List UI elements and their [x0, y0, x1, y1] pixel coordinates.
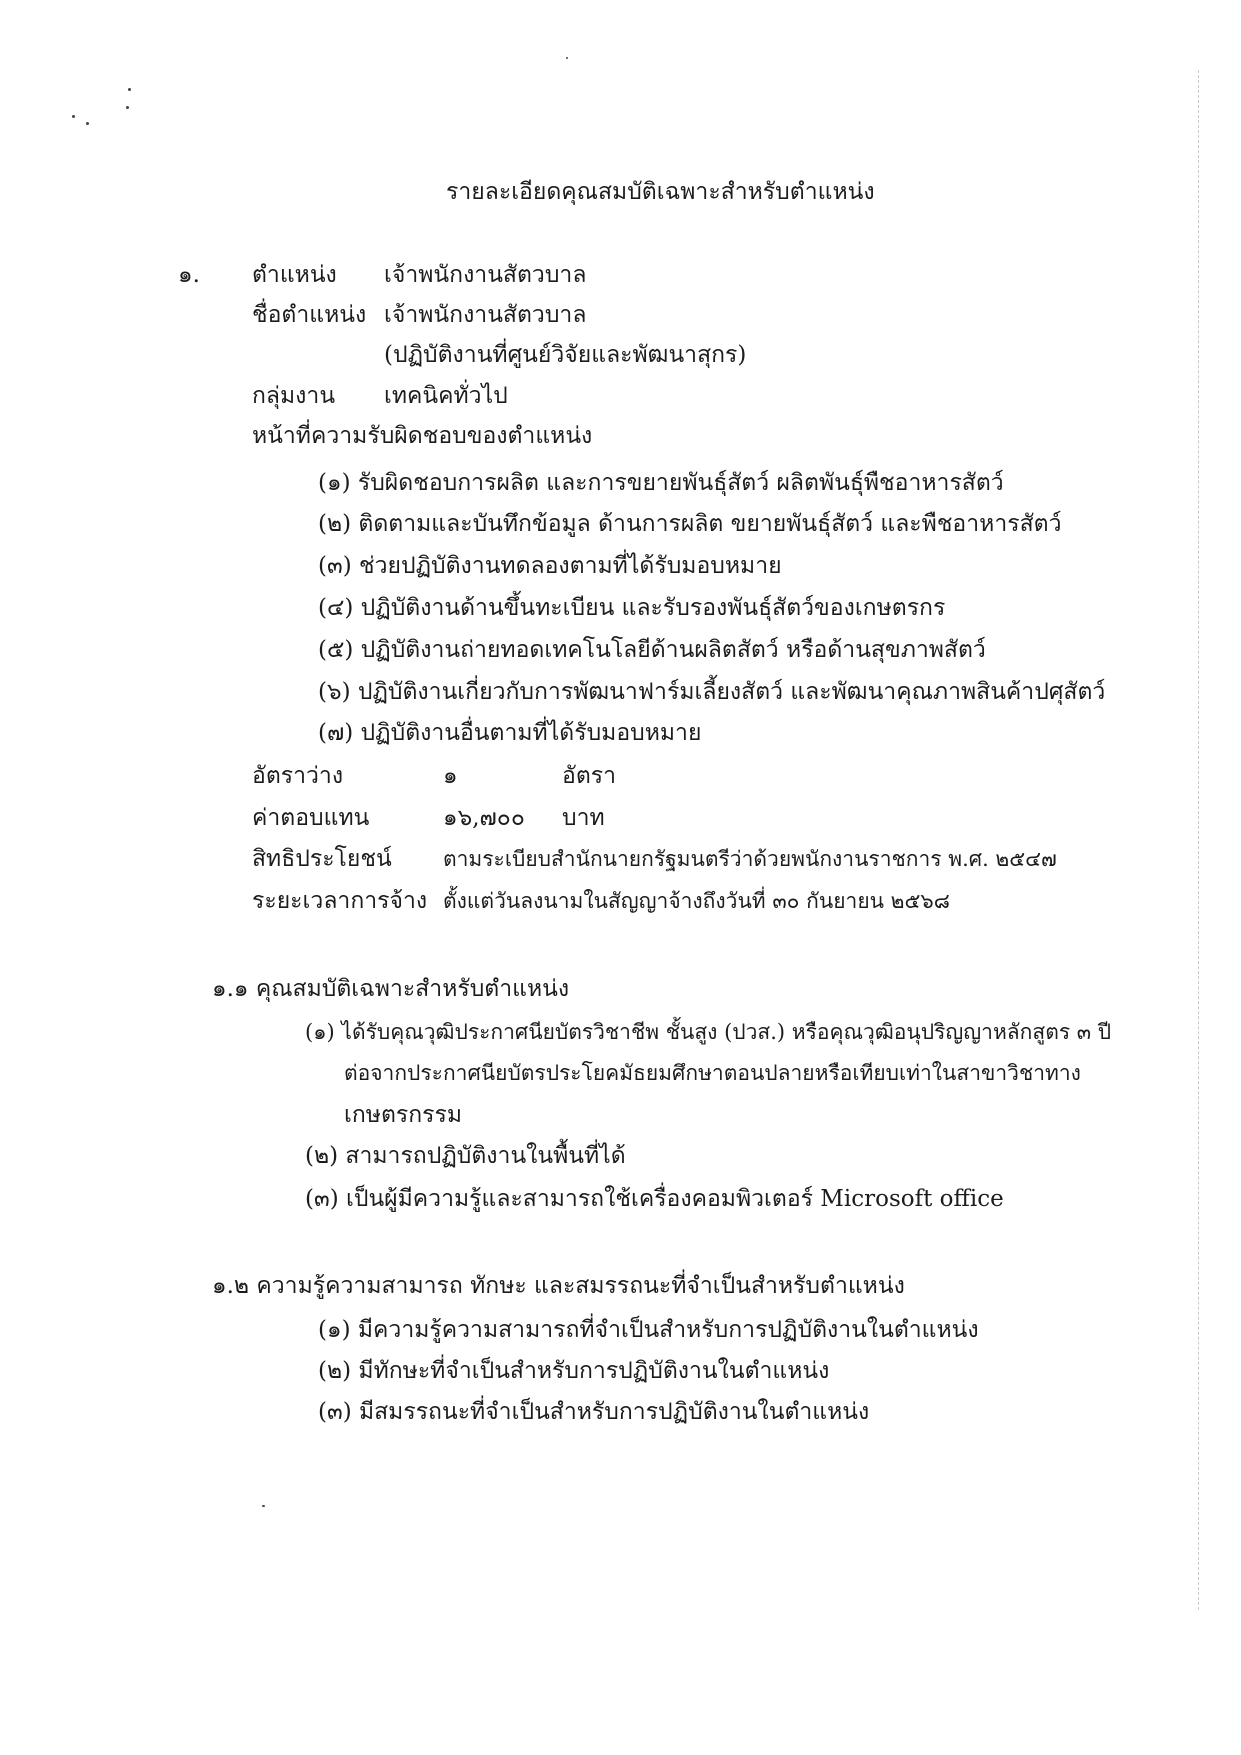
- qualification-item: (๒) สามารถปฏิบัติงานในพื้นที่ได้: [305, 1143, 626, 1169]
- duty-item: (๕) ปฏิบัติงานถ่ายทอดเทคโนโลยีด้านผลิตสัตว์ หรือด้านสุขภาพสัตว์: [318, 637, 986, 663]
- vacancy-value: ๑: [443, 763, 458, 789]
- qualification-item: (๓) เป็นผู้มีความรู้และสามารถใช้เครื่องคอมพิวเตอร์ Microsoft office: [305, 1186, 1004, 1212]
- employment-period-label: ระยะเวลาการจ้าง: [252, 888, 428, 914]
- work-group-value: เทคนิคทั่วไป: [384, 383, 508, 409]
- competency-heading: ๑.๒ ความรู้ความสามารถ ทักษะ และสมรรถนะที่จำเป็นสำหรับตำแหน่ง: [212, 1273, 905, 1299]
- qualifications-heading: ๑.๑ คุณสมบัติเฉพาะสำหรับตำแหน่ง: [212, 976, 570, 1002]
- position-name-note: (ปฏิบัติงานที่ศูนย์วิจัยและพัฒนาสุกร): [384, 342, 747, 368]
- position-label: ตำแหน่ง: [252, 262, 337, 288]
- duties-heading: หน้าที่ความรับผิดชอบของตำแหน่ง: [252, 423, 593, 449]
- position-name-label: ชื่อตำแหน่ง: [252, 302, 367, 328]
- position-value: เจ้าพนักงานสัตวบาล: [384, 262, 587, 288]
- duty-item: (๗) ปฏิบัติงานอื่นตามที่ได้รับมอบหมาย: [318, 720, 702, 746]
- duty-item: (๖) ปฏิบัติงานเกี่ยวกับการพัฒนาฟาร์มเลี้ยงสัตว์ และพัฒนาคุณภาพสินค้าปศุสัตว์: [318, 679, 1106, 705]
- employment-period-value: ตั้งแต่วันลงนามในสัญญาจ้างถึงวันที่ ๓๐ กันยายน ๒๕๖๘: [443, 889, 950, 913]
- document-title: รายละเอียดคุณสมบัติเฉพาะสำหรับตำแหน่ง: [446, 179, 875, 205]
- scan-speck: [72, 115, 75, 118]
- scan-speck: [86, 122, 89, 125]
- competency-item: (๑) มีความรู้ความสามารถที่จำเป็นสำหรับการปฏิบัติงานในตำแหน่ง: [318, 1317, 979, 1343]
- salary-value: ๑๖,๗๐๐: [443, 805, 525, 831]
- salary-unit: บาท: [562, 805, 605, 831]
- vacancy-label: อัตราว่าง: [252, 763, 344, 789]
- vacancy-unit: อัตรา: [562, 763, 617, 789]
- duty-item: (๔) ปฏิบัติงานด้านขึ้นทะเบียน และรับรองพันธุ์สัตว์ของเกษตรกร: [318, 595, 946, 621]
- scan-edge-line: [1198, 70, 1199, 1610]
- duty-item: (๑) รับผิดชอบการผลิต และการขยายพันธุ์สัตว์ ผลิตพันธุ์พืชอาหารสัตว์: [318, 470, 1004, 496]
- duty-item: (๒) ติดตามและบันทึกข้อมูล ด้านการผลิต ขยายพันธุ์สัตว์ และพืชอาหารสัตว์: [318, 511, 1062, 537]
- competency-item: (๒) มีทักษะที่จำเป็นสำหรับการปฏิบัติงานในตำแหน่ง: [318, 1358, 830, 1384]
- qualification-item: ต่อจากประกาศนียบัตรประโยคมัธยมศึกษาตอนปลายหรือเทียบเท่าในสาขาวิชาทาง: [344, 1061, 1081, 1085]
- section-number: ๑.: [178, 262, 200, 288]
- benefits-value: ตามระเบียบสำนักนายกรัฐมนตรีว่าด้วยพนักงานราชการ พ.ศ. ๒๕๔๗: [443, 847, 1057, 871]
- duty-item: (๓) ช่วยปฏิบัติงานทดลองตามที่ได้รับมอบหมาย: [318, 553, 782, 579]
- scan-speck: [126, 106, 129, 109]
- salary-label: ค่าตอบแทน: [252, 805, 370, 831]
- qualification-item: เกษตรกรรม: [344, 1102, 463, 1128]
- scan-speck: [566, 57, 568, 59]
- scan-speck: [262, 1505, 265, 1507]
- benefits-label: สิทธิประโยชน์: [252, 846, 392, 872]
- competency-item: (๓) มีสมรรถนะที่จำเป็นสำหรับการปฏิบัติงานในตำแหน่ง: [318, 1399, 870, 1425]
- work-group-label: กลุ่มงาน: [252, 383, 336, 409]
- position-name-value: เจ้าพนักงานสัตวบาล: [384, 302, 587, 328]
- scan-speck: [128, 88, 131, 91]
- qualification-item: (๑) ได้รับคุณวุฒิประกาศนียบัตรวิชาชีพ ชั้นสูง (ปวส.) หรือคุณวุฒิอนุปริญญาหลักสูตร ๓ ปี: [305, 1020, 1112, 1044]
